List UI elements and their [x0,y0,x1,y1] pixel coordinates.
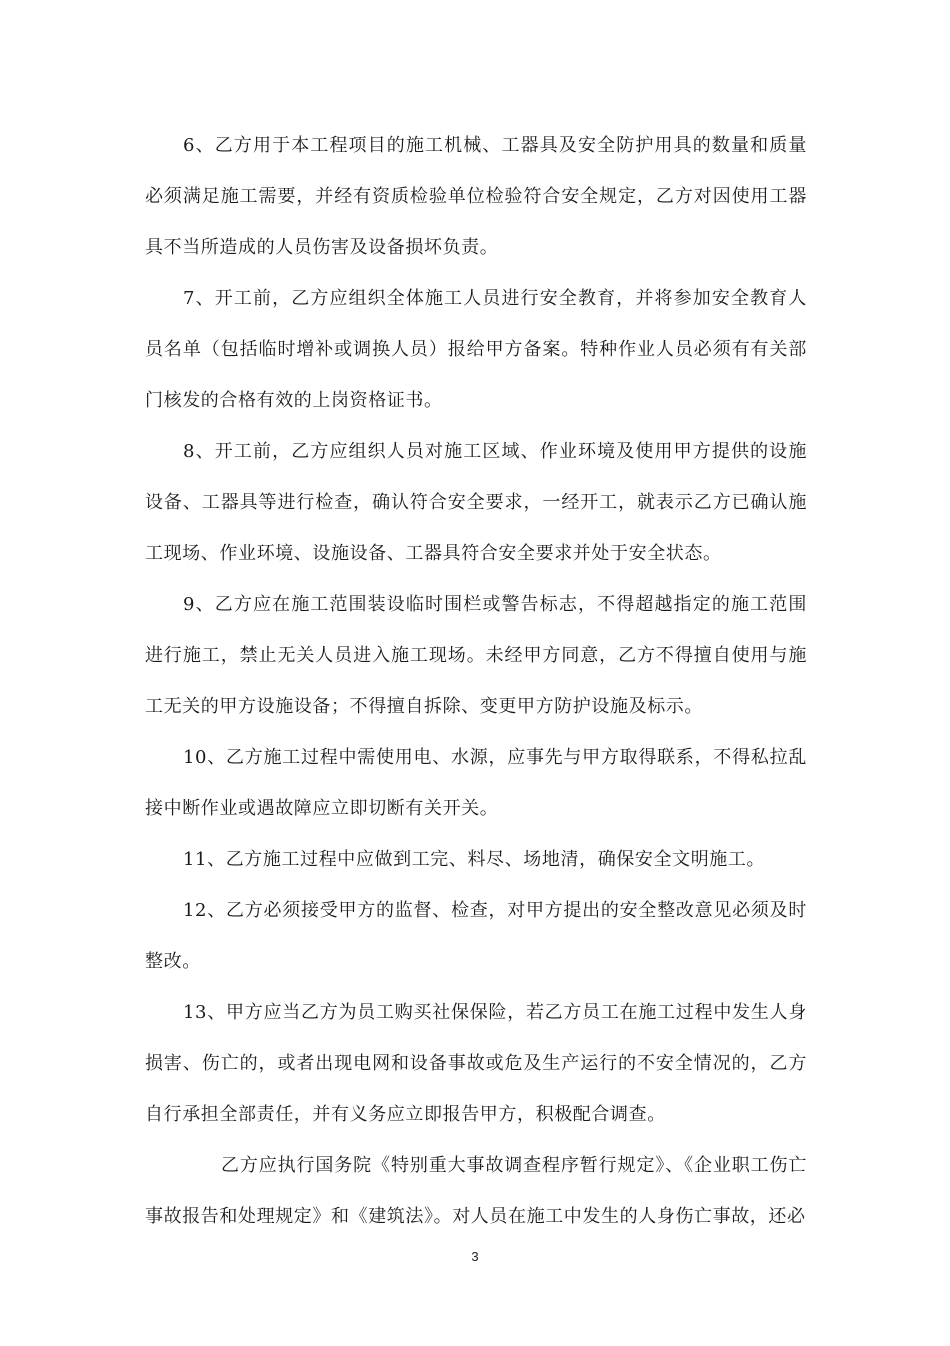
clause-7-paragraph: 7、开工前，乙方应组织全体施工人员进行安全教育，并将参加安全教育人员名单（包括临时增补或调换人员）报给甲方备案。特种作业人员必须有有关部门核发的合格有效的上岗资格证书。 [145,288,807,411]
page-number: 3 [471,1249,479,1264]
clause-10-paragraph: 10、乙方施工过程中需使用电、水源，应事先与甲方取得联系，不得私拉乱接中断作业或遇故障应立即切断有关开关。 [145,747,807,819]
clause-12-paragraph: 12、乙方必须接受甲方的监督、检查，对甲方提出的安全整改意见必须及时整改。 [145,900,807,972]
clause-13-paragraph: 13、甲方应当乙方为员工购买社保保险，若乙方员工在施工过程中发生人身损害、伤亡的，或者出现电网和设备事故或危及生产运行的不安全情况的，乙方自行承担全部责任，并有义务应立即报告甲方，积极配合调查。 [145,1002,807,1125]
clause-9-paragraph: 9、乙方应在施工范围装设临时围栏或警告标志，不得超越指定的施工范围进行施工，禁止无关人员进入施工现场。未经甲方同意，乙方不得擅自使用与施工无关的甲方设施设备；不得擅自拆除、变更甲方防护设施及标示。 [145,594,807,717]
clause-11-paragraph: 11、乙方施工过程中应做到工完、料尽、场地清，确保安全文明施工。 [183,849,766,870]
clause-8-paragraph: 8、开工前，乙方应组织人员对施工区域、作业环境及使用甲方提供的设施设备、工器具等进行检查，确认符合安全要求，一经开工，就表示乙方已确认施工现场、作业环境、设施设备、工器具符合安全要求并处于安全状态。 [145,441,807,564]
clause-6-paragraph: 6、乙方用于本工程项目的施工机械、工器具及安全防护用具的数量和质量必须满足施工需要，并经有资质检验单位检验符合安全规定，乙方对因使用工器具不当所造成的人员伤害及设备损坏负责。 [145,135,807,258]
regulation-paragraph: 乙方应执行国务院《特别重大事故调查程序暂行规定》、《企业职工伤亡事故报告和处理规定》和《建筑法》。对人员在施工中发生的人身伤亡事故，还必 [145,1155,807,1227]
document-body [145,120,807,1242]
